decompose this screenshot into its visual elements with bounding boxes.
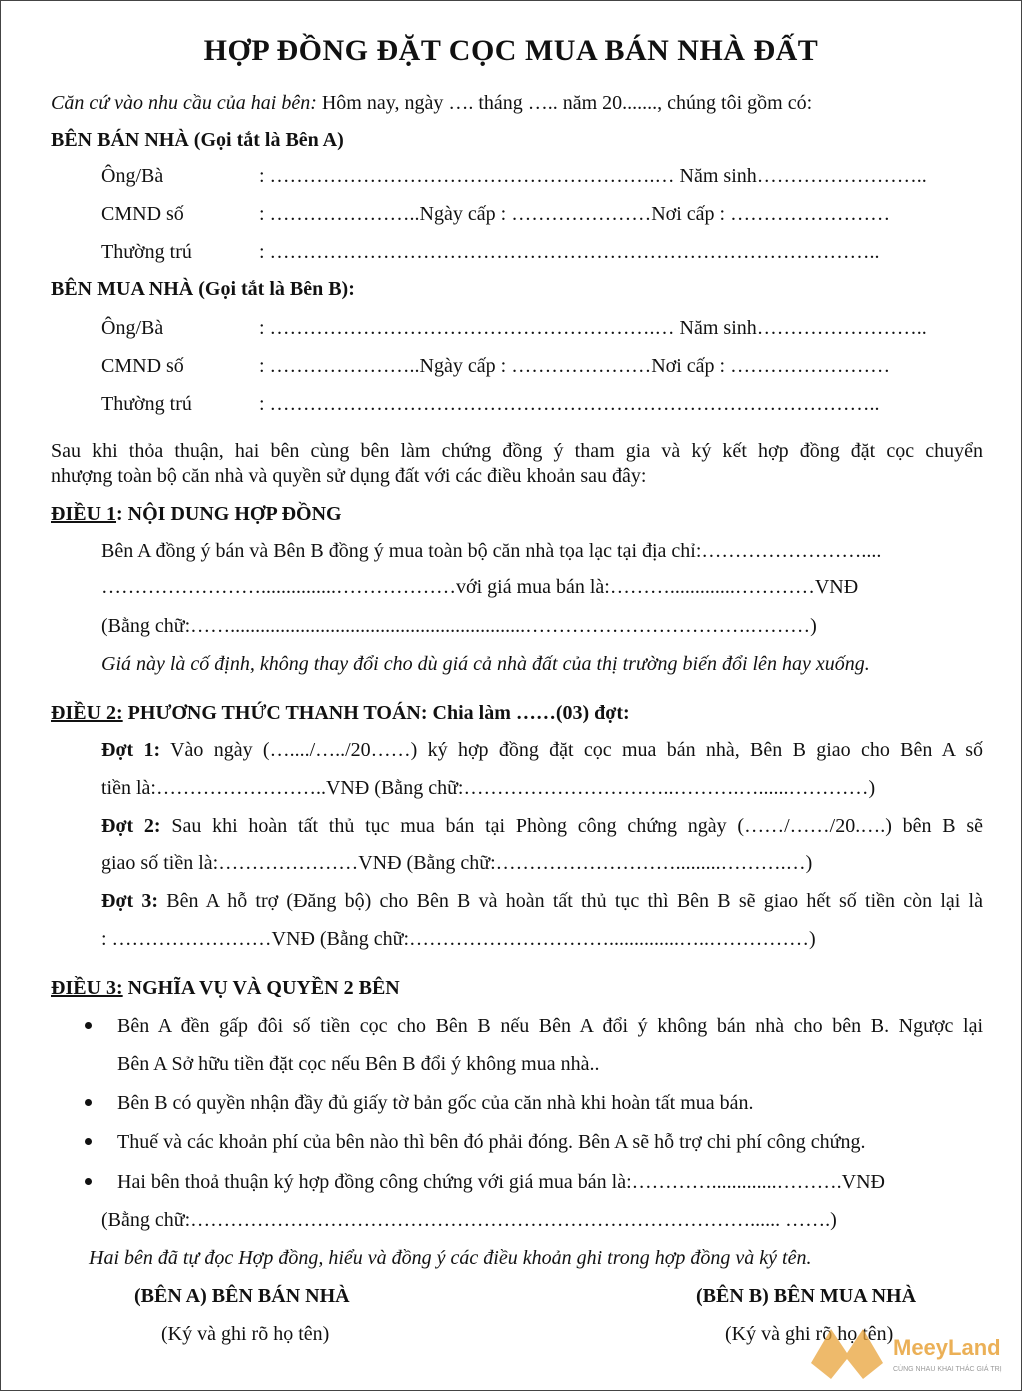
phase-3-line-2: : ……………………VNĐ (Bằng chữ:…………………………..............…..……………) [101,928,816,950]
closing-statement: Hai bên đã tự đọc Hợp đồng, hiểu và đồng ý các điều khoản ghi trong hợp đồng và ký tên. [89,1247,812,1269]
article-2-title: PHƯƠNG THỨC THANH TOÁN: Chia làm ……(03) đợt: [122,702,630,724]
bullet-dot [85,1022,92,1029]
signature-b-note: (Ký và ghi rõ họ tên) [725,1323,894,1345]
intro-line [51,91,812,115]
document-title: HỢP ĐỒNG ĐẶT CỌC MUA BÁN NHÀ ĐẤT [203,34,819,67]
party-a-address-value: : ……………………………………………………………………………….. [259,241,880,263]
obligation-2: Bên B có quyền nhận đầy đủ giấy tờ bản gốc của căn nhà khi hoàn tất mua bán. [117,1092,754,1114]
phase-1-label: Đợt 1: [101,739,161,761]
article-1-heading [51,502,342,526]
intro-rest: Hôm nay, ngày …. tháng ….. năm 20......., chúng tôi gồm có: [316,92,813,114]
meeyland-watermark [809,1319,1019,1385]
logo-brand-text: MeeyLand [893,1335,1001,1360]
bullet-dot [85,1138,92,1145]
obligation-1-line-2: Bên A Sở hữu tiền đặt cọc nếu Bên B đổi ý không mua nhà.. [117,1053,600,1075]
phase-3-text: Bên A hỗ trợ (Đăng bộ) cho Bên B và hoàn tất thủ tục thì Bên B sẽ giao hết số tiền còn lại là [158,890,983,912]
article-2-label: ĐIỀU 2: [51,702,123,724]
party-b-address-value: : ……………………………………………………………………………….. [259,393,880,415]
phase-2-line-1 [101,814,983,838]
phase-2-text: Sau khi hoàn tất thủ tục mua bán tại Phòng công chứng ngày (……/……/20.….) bên B sẽ [160,815,983,837]
obligation-4-line-2: (Bằng chữ:…………………………………………………………………………...... …….) [101,1209,837,1231]
article-1-line-2: ……………………...............………………với giá mua bán là:……….............…………VNĐ [101,576,859,598]
signature-a-title: (BÊN A) BÊN BÁN NHÀ [134,1285,350,1307]
obligation-1-line-1: Bên A đền gấp đôi số tiền cọc cho Bên B nếu Bên A đổi ý không bán nhà cho bên B. Ngược lại [117,1015,983,1037]
party-a-name-label: Ông/Bà [101,165,164,187]
article-1-label: ĐIỀU 1 [51,503,117,525]
party-b-address-label: Thường trú [101,393,192,415]
article-3-heading [51,976,400,1000]
party-b-id-value: : …………………..Ngày cấp : …………………Nơi cấp : …………………… [259,355,891,377]
party-a-name-value: : ………………………………………………….… Năm sinh…………………….. [259,165,927,187]
party-a-heading: BÊN BÁN NHÀ (Gọi tắt là Bên A) [51,129,344,151]
phase-1-text: Vào ngày (…..../…../20……) ký hợp đồng đặt cọc mua bán nhà, Bên B giao cho Bên A số [160,739,984,761]
agreement-line-1: Sau khi thỏa thuận, hai bên cùng bên làm chứng đồng ý tham gia và ký kết hợp đồng đặt cọc chuyển [51,440,983,462]
bullet-dot [85,1178,92,1185]
agreement-line-2: nhượng toàn bộ căn nhà và quyền sử dụng đất với các điều khoản sau đây: [51,465,647,487]
obligation-3: Thuế và các khoản phí của bên nào thì bên đó phải đóng. Bên A sẽ hỗ trợ chi phí công chứng. [117,1131,866,1153]
signature-b-title: (BÊN B) BÊN MUA NHÀ [696,1285,917,1307]
obligation-4: Hai bên thoả thuận ký hợp đồng công chứng với giá mua bán là:………….............……….VNĐ [117,1171,885,1193]
article-3-title: NGHĨA VỤ VÀ QUYỀN 2 BÊN [122,977,400,999]
party-b-name-value: : ………………………………………………….… Năm sinh…………………….. [259,317,927,339]
article-1-line-3: (Bằng chữ:……...........................................................…………………………….………) [101,615,817,637]
party-a-address-label: Thường trú [101,241,192,263]
phase-3-label: Đợt 3: [101,890,159,912]
article-2-heading [51,701,630,725]
party-b-heading: BÊN MUA NHÀ (Gọi tắt là Bên B): [51,278,355,300]
phase-2-label: Đợt 2: [101,815,161,837]
phase-1-line-1 [101,738,983,762]
article-1-line-1: Bên A đồng ý bán và Bên B đồng ý mua toàn bộ căn nhà tọa lạc tại địa chỉ:…………………….... [101,540,882,562]
party-b-name-label: Ông/Bà [101,317,164,339]
article-1-note: Giá này là cố định, không thay đổi cho dù giá cả nhà đất của thị trường biến đổi lên hay xuống. [101,653,870,675]
signature-a-note: (Ký và ghi rõ họ tên) [161,1323,330,1345]
article-3-label: ĐIỀU 3: [51,977,123,999]
phase-2-line-2: giao số tiền là:…………………VNĐ (Bằng chữ:……………………….........……….…) [101,852,813,874]
phase-3-line-1 [101,889,983,913]
logo-tagline-text: CÙNG NHAU KHAI THÁC GIÁ TRỊ [893,1366,1002,1373]
intro-italic: Căn cứ vào nhu cầu của hai bên: [51,92,317,114]
bullet-dot [85,1099,92,1106]
party-a-id-label: CMND số [101,203,184,225]
meeyland-logo-icon [809,1319,1019,1385]
party-a-id-value: : …………………..Ngày cấp : …………………Nơi cấp : …………………… [259,203,891,225]
article-1-title: : NỘI DUNG HỢP ĐỒNG [116,503,342,525]
party-b-id-label: CMND số [101,355,184,377]
phase-1-line-2: tiền là:……………………..VNĐ (Bằng chữ:…………………………..……….…......…………) [101,777,876,799]
